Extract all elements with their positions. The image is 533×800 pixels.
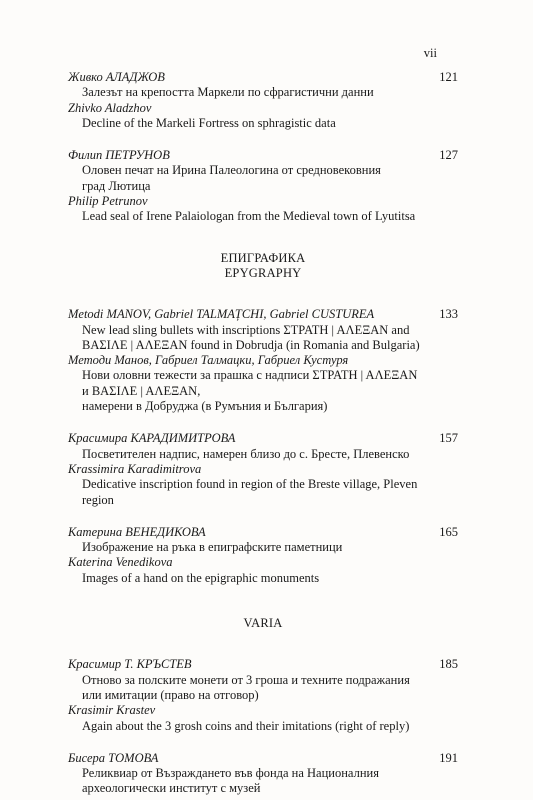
entry-author-alt: Philip Petrunov: [68, 194, 148, 209]
entry-page: 157: [439, 431, 458, 446]
entry-title-alt: Нови оловни тежести за прашка с надписи ΣΤΡΑΤΗ | ΑΛΕΞΑΝ: [82, 368, 418, 383]
entry-author: Живко АЛАДЖОВ: [68, 70, 165, 84]
toc-entry: [68, 307, 458, 414]
toc-content: [68, 70, 458, 797]
toc-entry: [68, 751, 458, 797]
entry-author-alt: Zhivko Aladzhov: [68, 100, 152, 115]
entry-title: Изображение на ръка в епиграфските паметници: [82, 540, 343, 555]
entry-author-alt: Krasimir Krastev: [68, 703, 156, 718]
entry-author: Metodi MANOV, Gabriel TALMAȚCHI, Gabriel CUSTUREA: [68, 307, 375, 322]
entry-page: 165: [439, 524, 458, 539]
section-heading-line: EPYGRAPHY: [224, 265, 302, 280]
entry-title: археологически институт с музей: [82, 781, 261, 796]
entry-title: New lead sling bullets with inscriptions ΣΤΡΑΤΗ | ΑΛΕΞΑΝ and: [82, 322, 410, 337]
page-number: vii: [423, 46, 437, 60]
entry-page: 133: [439, 307, 458, 322]
entry-title-alt: Images of a hand on the epigraphic monuments: [82, 570, 320, 585]
entry-author: Красимир Т. КРЪСТЕВ: [68, 657, 192, 672]
entry-title-alt: Decline of the Markeli Fortress on sphragistic data: [82, 115, 336, 130]
entries-group-c: [68, 657, 458, 796]
section-heading-line: ЕПИГРАФИКА: [220, 250, 306, 265]
entry-title: Реликвиар от Възраждането във фонда на Националния: [82, 766, 379, 781]
entry-title: или имитации (право на отговор): [82, 687, 259, 702]
entry-title: Залезът на крепостта Маркели по сфрагистични данни: [82, 85, 374, 100]
toc-entry: [68, 525, 458, 586]
entry-title: град Лютица: [82, 178, 151, 193]
entries-group-a: [68, 70, 458, 225]
entry-author: Красимира КАРАДИМИТРОВА: [68, 431, 236, 446]
entry-author-alt: Katerina Venedikova: [68, 555, 173, 570]
toc-entry: [68, 657, 458, 733]
entry-title: ΒΑΣΙΛΕ | ΑΛΕΞΑΝ found in Dobrudja (in Romania and Bulgaria): [82, 337, 420, 352]
toc-entry: [68, 70, 458, 131]
entry-title-alt: намерени в Добруджа (в Румъния и България): [82, 399, 328, 414]
entry-author-alt: Krassimira Karadimitrova: [68, 461, 202, 476]
entries-group-b: [68, 307, 458, 586]
entry-page: 127: [439, 148, 458, 163]
entry-title-alt: и ΒΑΣΙΛΕ | ΑΛΕΞΑΝ,: [82, 383, 201, 398]
section-heading-epigraphy: [68, 251, 458, 282]
toc-entry: [68, 148, 458, 224]
entry-author: Катерина ВЕНЕДИКОВА: [68, 524, 206, 539]
toc-entry: [68, 431, 458, 507]
entry-title-alt: Again about the 3 grosh coins and their imitations (right of reply): [82, 718, 410, 733]
entry-page: 185: [439, 657, 458, 672]
entry-author-alt: Методи Манов, Габриел Талмацки, Габриел Кустуря: [68, 353, 349, 368]
entry-page: 121: [439, 70, 458, 84]
entry-title-alt: Dedicative inscription found in region of the Breste village, Pleven: [82, 477, 418, 492]
entry-title: Посветителен надпис, намерен близо до с. Бресте, Плевенско: [82, 446, 410, 461]
entry-author: Бисера ТОМОВА: [68, 750, 159, 765]
entry-title: Отново за полските монети от 3 гроша и техните подражания: [82, 672, 410, 687]
section-heading-line: VARIA: [243, 616, 283, 631]
entry-title-alt: region: [82, 492, 114, 507]
entry-page: 191: [439, 750, 458, 765]
section-heading-varia: [68, 616, 458, 631]
entry-author: Филип ПЕТРУНОВ: [68, 148, 170, 163]
entry-title: Оловен печат на Ирина Палеологина от средновековния: [82, 163, 381, 178]
entry-title-alt: Lead seal of Irene Palaiologan from the Medieval town of Lyutitsa: [82, 209, 416, 224]
